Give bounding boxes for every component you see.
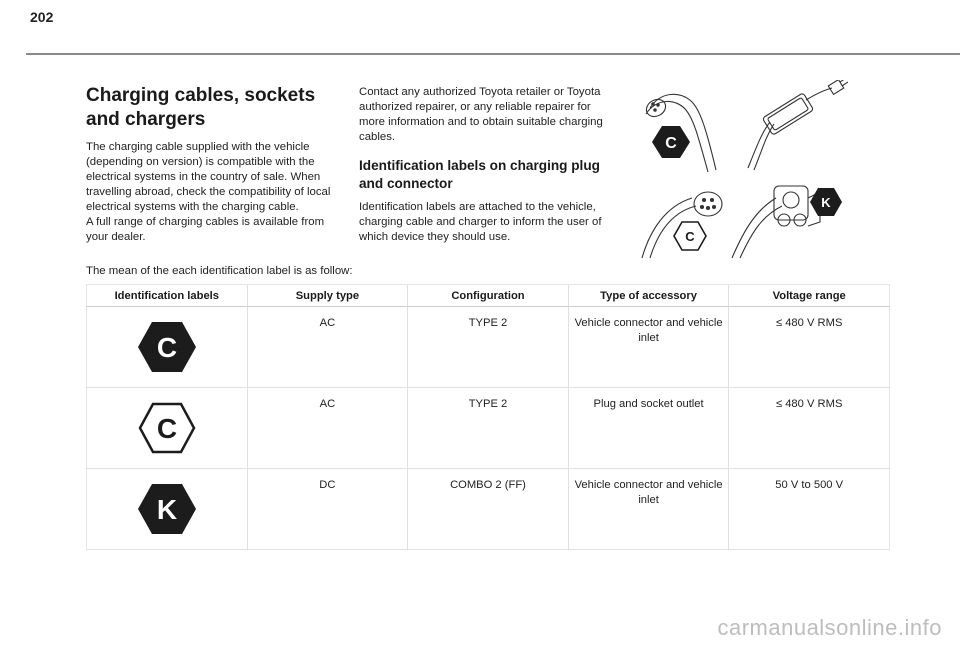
header-supply-type: Supply type bbox=[247, 285, 408, 307]
header-identification-labels: Identification labels bbox=[87, 285, 248, 307]
c-outline-badge-icon bbox=[137, 402, 197, 454]
header-rule bbox=[26, 53, 960, 55]
svg-text:C: C bbox=[685, 229, 695, 244]
header-configuration: Configuration bbox=[408, 285, 569, 307]
header-voltage-range: Voltage range bbox=[729, 285, 890, 307]
accessory-cell: Vehicle connector and vehicle inlet bbox=[568, 469, 729, 550]
identification-labels-table bbox=[86, 284, 890, 550]
table-row bbox=[87, 307, 890, 388]
badge-k-top bbox=[810, 188, 842, 216]
combo-connector-icon bbox=[732, 186, 820, 258]
badge-cell bbox=[87, 469, 248, 550]
table-row bbox=[87, 388, 890, 469]
badge-cell bbox=[87, 307, 248, 388]
badge-c-outline bbox=[674, 222, 706, 250]
configuration-cell: TYPE 2 bbox=[408, 307, 569, 388]
intro-paragraph: The charging cable supplied with the vehicle (depending on version) is compatible with the electrical systems in the country of sale. When travelling abroad, check the compatibility of local electrical systems with the charging cable. bbox=[86, 141, 331, 213]
watermark: carmanualsonline.info bbox=[717, 615, 942, 640]
c-filled-badge-icon bbox=[137, 321, 197, 373]
accessory-cell: Vehicle connector and vehicle inlet bbox=[568, 307, 729, 388]
badge-cell bbox=[87, 388, 248, 469]
dealer-paragraph: A full range of charging cables is available from your dealer. bbox=[86, 216, 325, 243]
section-heading: Identification labels on charging plug and connector bbox=[359, 158, 600, 191]
header-type-of-accessory: Type of accessory bbox=[568, 285, 729, 307]
voltage-cell: ≤ 480 V RMS bbox=[729, 388, 890, 469]
charging-equipment-illustration bbox=[636, 80, 848, 260]
table-row bbox=[87, 469, 890, 550]
table-intro: The mean of the each identification label is as follow: bbox=[86, 265, 353, 277]
page-title: Charging cables, sockets and chargers bbox=[86, 85, 316, 130]
contact-paragraph: Contact any authorized Toyota retailer or Toyota authorized repairer, or any reliable repairer for more information and to obtain suitable charging cables. bbox=[359, 86, 603, 143]
left-column bbox=[86, 84, 348, 245]
page-number: 202 bbox=[30, 9, 54, 25]
middle-column bbox=[359, 85, 619, 245]
configuration-cell: COMBO 2 (FF) bbox=[408, 469, 569, 550]
supply-type-cell: DC bbox=[247, 469, 408, 550]
labels-paragraph: Identification labels are attached to the vehicle, charging cable and charger to inform the user of which device they should use. bbox=[359, 201, 602, 243]
svg-text:K: K bbox=[156, 494, 177, 525]
voltage-cell: 50 V to 500 V bbox=[729, 469, 890, 550]
k-filled-badge-icon bbox=[137, 483, 197, 535]
badge-c-top bbox=[652, 126, 690, 158]
svg-text:C: C bbox=[665, 135, 677, 152]
svg-text:C: C bbox=[156, 413, 177, 444]
svg-text:C: C bbox=[156, 332, 177, 363]
table-header-row bbox=[87, 285, 890, 307]
accessory-cell: Plug and socket outlet bbox=[568, 388, 729, 469]
supply-type-cell: AC bbox=[247, 388, 408, 469]
supply-type-cell: AC bbox=[247, 307, 408, 388]
charging-cable-box-icon bbox=[748, 80, 848, 170]
configuration-cell: TYPE 2 bbox=[408, 388, 569, 469]
svg-text:K: K bbox=[821, 195, 831, 210]
voltage-cell: ≤ 480 V RMS bbox=[729, 307, 890, 388]
